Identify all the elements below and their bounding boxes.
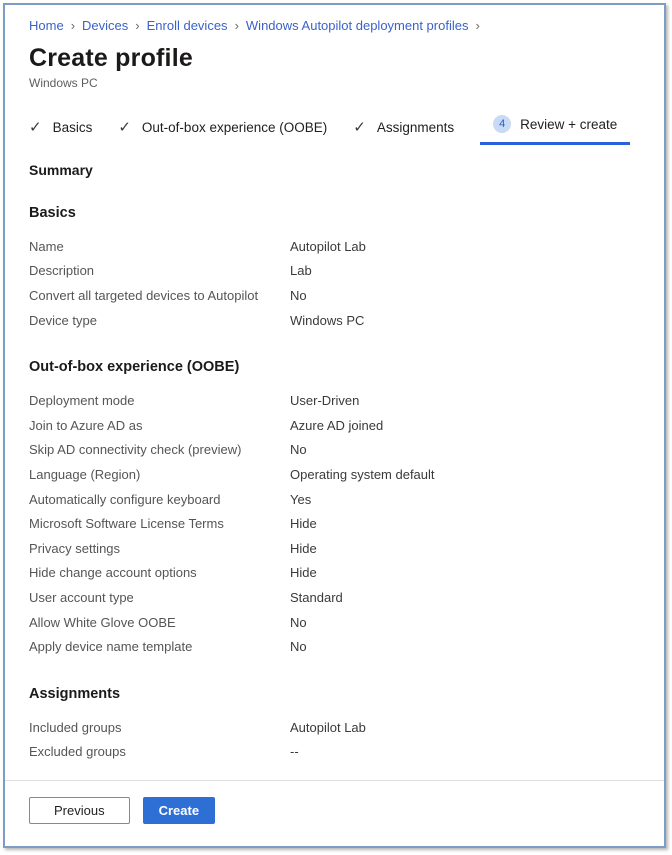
row-value: Hide: [290, 516, 317, 532]
row-label: Included groups: [29, 719, 122, 735]
row-value: No: [290, 442, 307, 458]
summary-row: [29, 388, 644, 413]
breadcrumb-link-autopilot-profiles[interactable]: Windows Autopilot deployment profiles: [245, 18, 469, 33]
summary-row: [29, 511, 644, 536]
row-label: Allow White Glove OOBE: [29, 614, 176, 630]
summary-row: [29, 438, 644, 463]
tab-review-create-label: Review + create: [520, 116, 618, 132]
row-value: Hide: [290, 540, 317, 556]
row-label: Microsoft Software License Terms: [29, 516, 224, 532]
summary-row: [29, 536, 644, 561]
breadcrumb-link-enroll-devices[interactable]: Enroll devices: [146, 18, 228, 33]
row-label: Privacy settings: [29, 540, 121, 556]
section-basics: [29, 205, 644, 332]
tab-review-create[interactable]: [480, 115, 630, 145]
row-label: User account type: [29, 589, 134, 605]
summary-row: [29, 634, 644, 659]
previous-button[interactable]: Previous: [29, 797, 130, 824]
summary-row: [29, 585, 644, 610]
row-value: No: [290, 287, 307, 303]
summary-row: [29, 487, 644, 512]
chevron-right-icon: ›: [475, 18, 480, 33]
section-assignments-heading: Assignments: [29, 685, 121, 702]
row-value: Hide: [290, 565, 317, 581]
row-label: Language (Region): [29, 466, 141, 482]
row-label: Skip AD connectivity check (preview): [29, 442, 242, 458]
section-oobe: [29, 359, 644, 659]
tab-basics-label: Basics: [52, 120, 93, 135]
page-subtitle: Windows PC: [29, 76, 98, 90]
chevron-right-icon: ›: [234, 18, 239, 33]
row-value: No: [290, 639, 307, 655]
section-assignments: [29, 686, 644, 764]
row-value: Standard: [290, 589, 343, 605]
summary-heading: Summary: [29, 162, 93, 178]
breadcrumb-link-devices[interactable]: Devices: [82, 18, 129, 33]
step-number-badge: 4: [493, 115, 511, 133]
summary-row: [29, 413, 644, 438]
row-value: User-Driven: [290, 393, 360, 409]
summary-row: [29, 740, 644, 765]
row-value: Autopilot Lab: [290, 238, 366, 254]
chevron-right-icon: ›: [135, 18, 140, 33]
breadcrumb: [29, 17, 644, 35]
wizard-tabs: [29, 115, 644, 145]
row-value: Autopilot Lab: [290, 719, 366, 735]
summary-row: [29, 715, 644, 740]
summary-row: [29, 462, 644, 487]
summary-row: [29, 283, 644, 308]
row-value: No: [290, 614, 307, 630]
tab-oobe[interactable]: [118, 119, 327, 145]
check-icon: ✓: [353, 119, 366, 136]
tab-assignments-label: Assignments: [376, 120, 455, 135]
create-button[interactable]: Create: [143, 797, 215, 824]
row-value: --: [290, 744, 299, 760]
summary-row: [29, 259, 644, 284]
check-icon: ✓: [118, 119, 131, 136]
row-label: Apply device name template: [29, 639, 193, 655]
row-label: Device type: [29, 312, 97, 328]
page-title: Create profile: [29, 44, 193, 72]
portal-blade: [3, 3, 666, 848]
row-label: Name: [29, 238, 64, 254]
row-label: Deployment mode: [29, 393, 135, 409]
row-label: Hide change account options: [29, 565, 197, 581]
tab-assignments[interactable]: [353, 119, 454, 145]
row-value: Lab: [290, 263, 312, 279]
row-label: Automatically configure keyboard: [29, 491, 221, 507]
row-value: Yes: [290, 491, 312, 507]
chevron-right-icon: ›: [70, 18, 76, 33]
tab-oobe-label: Out-of-box experience (OOBE): [141, 120, 328, 135]
row-value: Azure AD joined: [290, 417, 384, 433]
footer-actions: [5, 781, 664, 824]
summary-row: [29, 561, 644, 586]
row-label: Join to Azure AD as: [29, 417, 143, 433]
breadcrumb-link-home[interactable]: Home: [29, 18, 64, 33]
check-icon: ✓: [29, 119, 42, 136]
summary-row: [29, 610, 644, 635]
summary-row: [29, 234, 644, 259]
row-label: Excluded groups: [29, 744, 126, 760]
summary-row: [29, 308, 644, 333]
row-value: Operating system default: [290, 466, 435, 482]
row-label: Convert all targeted devices to Autopilot: [29, 287, 259, 303]
section-oobe-heading: Out-of-box experience (OOBE): [29, 359, 240, 376]
section-basics-heading: Basics: [29, 205, 76, 221]
tab-basics[interactable]: [29, 119, 92, 145]
row-label: Description: [29, 263, 95, 279]
row-value: Windows PC: [290, 312, 365, 328]
